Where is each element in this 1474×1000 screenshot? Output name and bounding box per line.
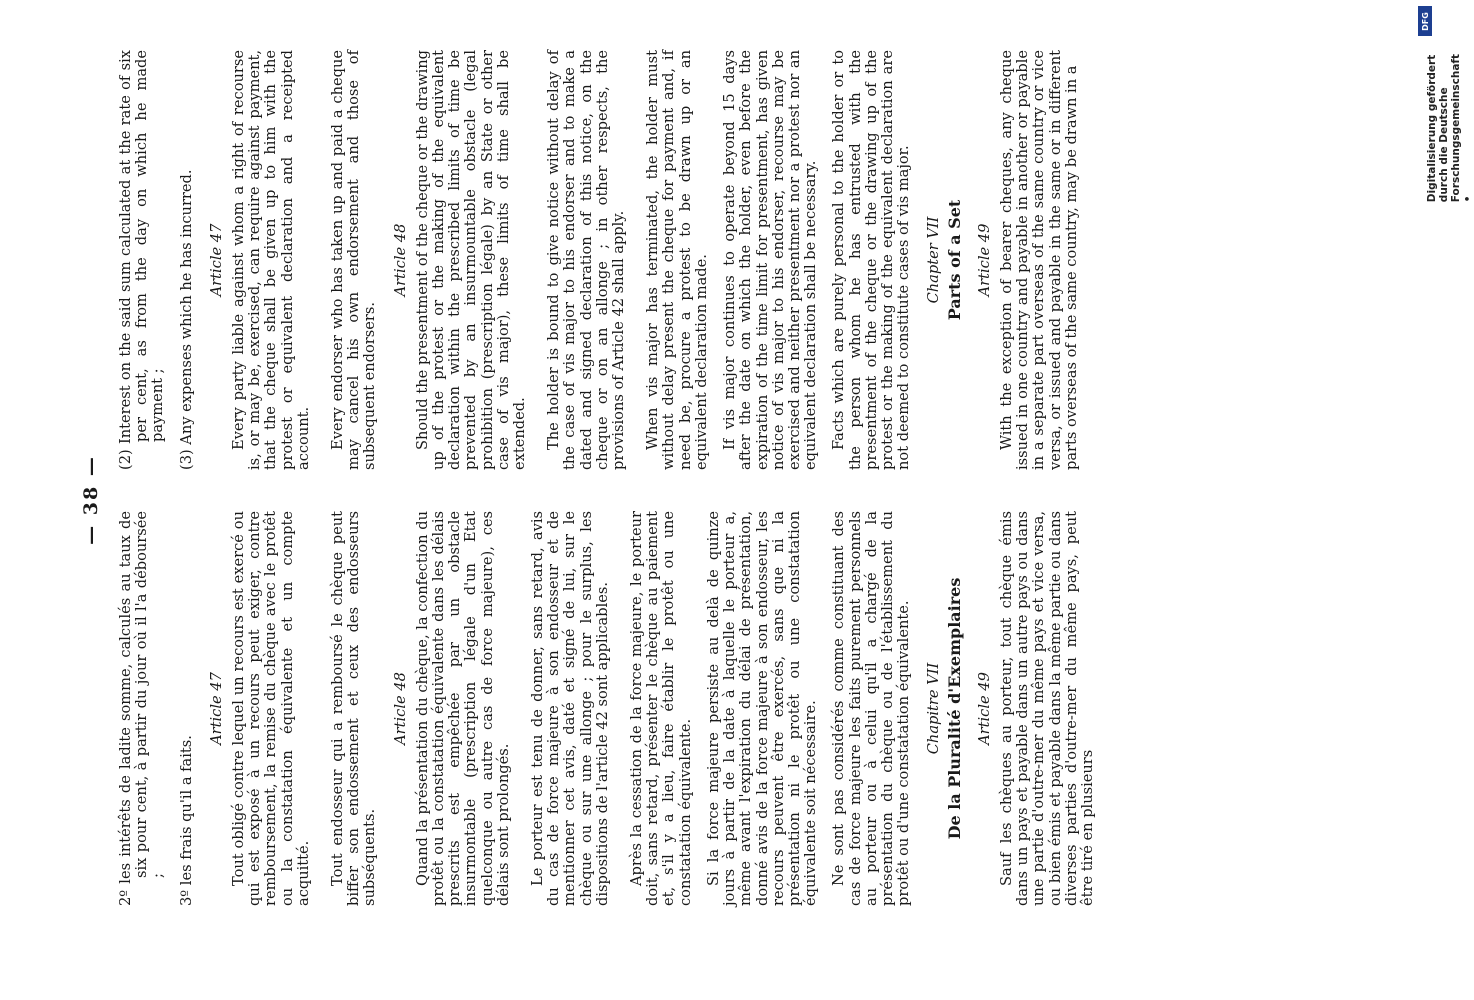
paragraph: Every endorser who has taken up and paid a cheque may cancel his own endorsement and those of subsequent endorsers. [329, 50, 379, 470]
chapter-label: Chapter VII [925, 216, 943, 304]
funding-notice: Digitalisierung gefördert durch die Deutsche Forschungsgemeinschaft • [1426, 53, 1474, 203]
paragraph: Every party liable against whom a right of recourse is, or may be, exercised, can require against payment, that the cheque shall be given up to him with the protest or equivalent declaration and a receipted account. [230, 50, 312, 470]
intro-item: 2º les intérêts de ladite somme, calculés au taux de six pour cent, à partir du jour où il l'a déboursée ; [117, 511, 167, 906]
paragraph: Quand la présentation du chèque, la confection du protêt ou la constatation équivalente dans les délais prescrits est empêchée par un obstacle insurmontable (prescription légale d'un Etat quelconque ou autre cas de force majeure), ces délais sont prolongés. [413, 511, 512, 906]
article-heading: Article 48 [391, 223, 409, 297]
article-heading: Article 49 [975, 672, 993, 745]
paragraph: Si la force majeure persiste au delà de quinze jours à partir de la date à laquelle le porteur a, même avant l'expiration du délai de présentation, donné avis de la force majeure à son endosseur, les recours peuvent être exercés, sans que ni la présentation ni le protêt ou une constatation équivalente soit nécessaire. [704, 511, 820, 906]
paragraph: Sauf les chèques au porteur, tout chèque émis dans un pays et payable dans un autre pays ou dans une partie d'outre-mer du même pays et vice versa, ou bien émis et payable dans la même partie ou dans diverses parties d'outre-mer du même pays, peut être tiré en plusieurs [997, 511, 1096, 906]
paragraph: Tout obligé contre lequel un recours est exercé ou qui est exposé à un recours peut exiger, contre remboursement, la remise du chèque avec le protêt ou la constatation équivalente et un compte acquitté. [230, 511, 312, 906]
paragraph: Facts which are purely personal to the holder or to the person whom he has entrusted with the presentment of the cheque or the drawing up of the protest or the making of the equivalent declaration are not deemed to constitute cases of vis major. [830, 50, 913, 470]
french-column [118, 511, 1108, 906]
article-heading: Article 49 [975, 223, 993, 297]
intro-item: (2) Interest on the said sum calculated at the rate of six per cent, as from the day on which he made payment ; [117, 50, 167, 470]
intro-item: (3) Any expenses which he has incurred. [177, 169, 195, 470]
intro-item: 3º les frais qu'il a faits. [177, 735, 195, 906]
paragraph: With the exception of bearer cheques, any cheque issued in one country and payable in another or payable in a separate part overseas of the same country or vice versa, or issued and payable in the same or in different parts overseas of the same country, may be drawn in a [997, 50, 1080, 470]
paragraph: If vis major continues to operate beyond 15 days after the date on which the holder, even before the expiration of the time limit for presentment, has given notice of vis major to his endorser, recourse may be exercised and neither presentment nor a protest nor an equivalent declaration shall be necessary. [721, 50, 820, 470]
article-heading: Article 47 [207, 223, 225, 297]
article-heading: Article 48 [391, 672, 409, 745]
paragraph: Tout endosseur qui a remboursé le chèque peut biffer son endossement et ceux des endosseurs subséquents. [329, 511, 379, 906]
chapter-title: Parts of a Set [944, 199, 964, 321]
page-number: — 38 — [80, 455, 102, 545]
article-heading: Article 47 [207, 672, 225, 745]
dfg-logo: DFG [1418, 6, 1432, 36]
paragraph: When vis major has terminated, the holder must without delay present the cheque for payment and, if need be, procure a protest to be drawn up or an equivalent declaration made. [644, 50, 710, 470]
paragraph: Après la cessation de la force majeure, le porteur doit, sans retard, présenter le chèque au paiement et, s'il y a lieu, faire établir le protêt ou une constatation équivalente. [628, 511, 694, 906]
paragraph: Le porteur est tenu de donner, sans retard, avis du cas de force majeure à son endosseur et de mentionner cet avis, daté et signé de lui, sur le chèque ou sur une allonge ; pour le surplus, les dispositions de l'article 42 sont applicables. [529, 511, 611, 906]
chapter-title: De la Pluralité d'Exemplaires [944, 577, 964, 840]
chapter-label: Chapitre VII [925, 662, 943, 755]
paragraph: Should the presentment of the cheque or the drawing up of the protest or the making of the equivalent declaration within the prescribed limits of time be prevented by an insurmountable obstacle (legal prohibition (prescription légale) by an State or other case of vis major), these limits of time shall be extended. [413, 50, 529, 470]
paragraph: Ne sont pas considérés comme constituant des cas de force majeure les faits purement personnels au porteur ou à celui qu'il a chargé de la présentation du chèque ou de l'établissement du protêt ou d'une constatation équivalente. [830, 511, 913, 906]
english-column [118, 50, 1092, 470]
paragraph: The holder is bound to give notice without delay of the case of vis major to his endorser and to make a dated and signed declaration of this notice, on the cheque or on an allonge ; in other respects, the provisions of Article 42 shall apply. [545, 50, 628, 470]
